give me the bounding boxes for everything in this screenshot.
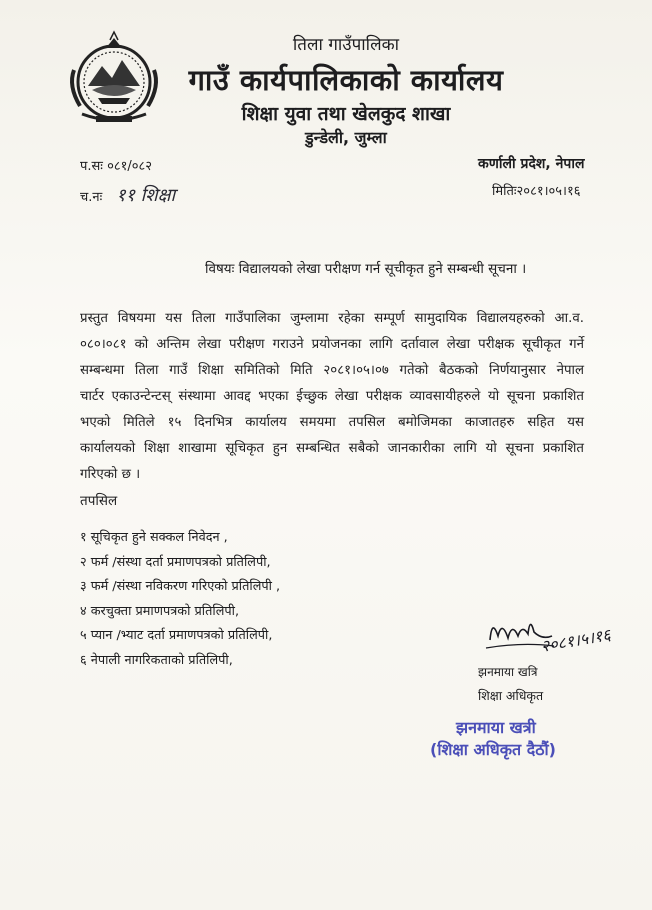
list-item: ४ करचुक्ता प्रमाणपत्रको प्रतिलिपी, bbox=[80, 603, 240, 619]
list-item: ३ फर्म /संस्था नविकरण गरिएको प्रतिलिपी , bbox=[80, 579, 281, 595]
province-label: कर्णाली प्रदेश, नेपाल bbox=[478, 156, 585, 172]
list-item: १ सूचिकृत हुने सक्कल निवेदन , bbox=[80, 530, 228, 545]
office-address: डुन्डेली, जुम्ला bbox=[305, 128, 387, 147]
reference-number: प.सः ०८१/०८२ bbox=[80, 159, 153, 174]
dispatch-label: च.नः bbox=[80, 190, 103, 205]
body-line: ०८०।०८१ को अन्तिम लेखा परीक्षण गराउने प्रयोजनका लागि दर्तावाल लेखा परीक्षक सूचीकृत गर्ने bbox=[80, 337, 584, 352]
office-title: गाउँ कार्यपालिकाको कार्यालय bbox=[188, 63, 504, 97]
stamp-title: (शिक्षा अधिकृत दैठौं) bbox=[430, 740, 556, 759]
body-line: भएको मितिले १५ दिनभित्र कार्यालय समयमा तपसिल बमोजिमका काजातहरु सहित यस bbox=[80, 415, 584, 430]
body-line: प्रस्तुत विषयमा यस तिला गाउँपालिका जुम्लामा रहेका सम्पूर्ण सामुदायिक विद्यालयहरुको आ.व. bbox=[80, 311, 584, 326]
municipality-name: तिला गाउँपालिका bbox=[292, 35, 400, 55]
list-item: २ फर्म /संस्था दर्ता प्रमाणपत्रको प्रतिलिपी, bbox=[80, 554, 271, 570]
requirements-list bbox=[80, 526, 280, 674]
stamp-name: झनमाया खत्री bbox=[456, 718, 536, 737]
signature-date: २०८१।५।१६ bbox=[539, 625, 613, 656]
handwritten-signature bbox=[482, 606, 622, 666]
letter-subject: विषयः विद्यालयको लेखा परीक्षण गर्न सूचीकृत हुने सम्बन्धी सूचना । bbox=[205, 261, 527, 277]
list-item: ६ नेपाली नागरिकताको प्रतिलिपी, bbox=[80, 652, 233, 668]
letter-body bbox=[80, 306, 584, 488]
dispatch-number bbox=[80, 183, 175, 207]
signatory-name: झनमाया खत्रि bbox=[478, 665, 538, 679]
signatory-title: शिक्षा अधिकृत bbox=[478, 688, 544, 703]
body-line: चार्टर एकाउन्टेन्टस् संस्थामा आवद्द भएका ईच्छुक लेखा परीक्षक व्यावसायीहरुले यो सूचना प्रकाशित bbox=[80, 389, 584, 404]
section-name: शिक्षा युवा तथा खेलकुद शाखा bbox=[241, 103, 451, 125]
letter-date: मितिः२०८१।०५।१६ bbox=[492, 184, 581, 199]
list-item: ५ प्यान /भ्याट दर्ता प्रमाणपत्रको प्रतिलिपी, bbox=[80, 628, 273, 644]
body-line: गरिएको छ । bbox=[80, 467, 141, 482]
dispatch-handwritten: ११ शिक्षा bbox=[116, 185, 176, 206]
body-line: सम्बन्धमा तिला गाउँ शिक्षा समितिको मिति २०८१।०५।०७ गतेको बैठकको निर्णयानुसार नेपाल bbox=[80, 363, 584, 378]
body-line: कार्यालयको शिक्षा शाखामा सूचिकृत हुन सम्बन्धित सबैको जानकारीका लागि यो सूचना प्रकाशित bbox=[80, 441, 584, 456]
tapasil-heading: तपसिल bbox=[80, 493, 118, 509]
